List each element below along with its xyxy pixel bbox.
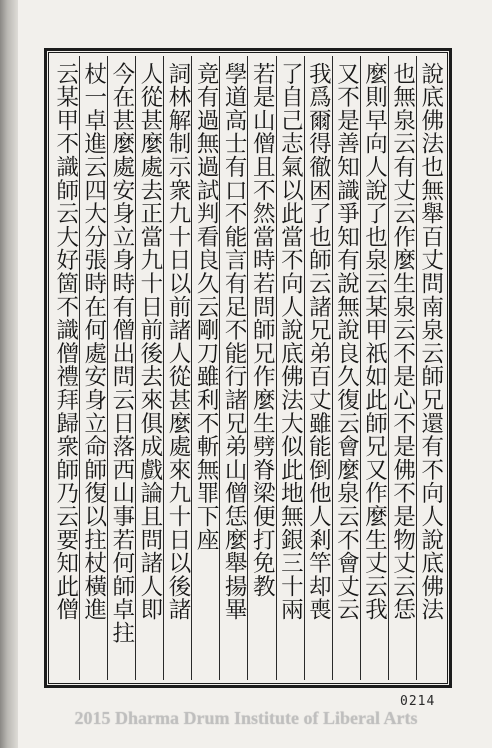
column-text: 又不是善知識爭知有說無說良久復云會麼泉云不會丈云 (333, 62, 360, 622)
text-column (360, 56, 388, 680)
text-column (416, 56, 444, 680)
watermark: 2015 Dharma Drum Institute of Liberal Arts (74, 708, 418, 728)
column-text: 麼則早向人說了也泉云某甲祇如此師兄又作麼生丈云我 (361, 62, 388, 622)
column-text: 詞林解制示衆九十日以前諸人從甚麼處來九十日以後諸 (165, 62, 191, 622)
column-text: 也無泉云有丈云作麼生泉云不是心不是佛不是物丈云恁 (389, 62, 416, 622)
column-text: 學道高士有口不能言有足不能行諸兄弟山僧恁麼舉揚畢 (221, 62, 248, 622)
column-text: 說底佛法也無舉百丈問南泉云師兄還有不向人說底佛法 (417, 62, 444, 622)
book-binding-shadow (0, 0, 18, 748)
column-text: 人從甚麼處去正當九十日前後去來俱成戲論且問諸人即 (136, 62, 163, 622)
text-column (135, 56, 163, 680)
column-text: 竟有過無過試判看良久云剛刀雖利不斬無罪下座 (193, 62, 220, 552)
column-text: 若是山僧且不然當時若問師兄作麼生劈脊梁便打免教 (249, 62, 276, 598)
text-column (191, 56, 219, 680)
page-number: 0214 (400, 694, 436, 709)
column-text: 了自己志氣以此當不向人說底佛法大似此地無銀三十兩 (277, 62, 304, 622)
text-column (247, 56, 275, 680)
column-text: 云某甲不識師云大好箇不識僧禮拜歸衆師乃云要知此僧 (52, 62, 79, 622)
column-text: 杖一卓進云四大分張時在何處安身立命師復以拄杖橫進 (80, 62, 107, 622)
text-column (163, 56, 191, 680)
text-column (219, 56, 247, 680)
text-column (107, 56, 135, 680)
text-column (332, 56, 360, 680)
column-text: 今在甚麼處安身立身時有僧出問云日落西山事若何師卓拄 (108, 62, 135, 645)
text-columns (52, 56, 444, 680)
text-column (388, 56, 416, 680)
column-text: 我爲爾得徹困了也師云諸兄弟百丈雖能倒他人剎竿却喪 (305, 62, 332, 622)
text-column (52, 56, 79, 680)
text-column (276, 56, 304, 680)
text-column (79, 56, 107, 680)
text-column (304, 56, 332, 680)
